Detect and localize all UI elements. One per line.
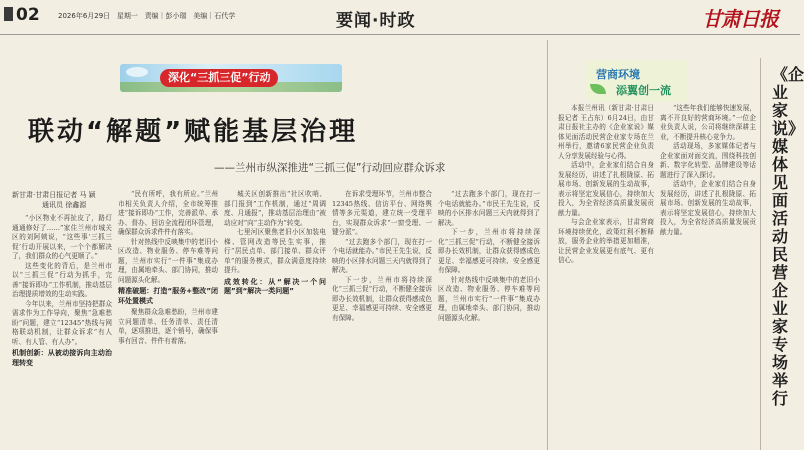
section-title: 要闻·时政	[336, 11, 416, 31]
right-article-vertical-title: 《企业家说》媒体见面活动民营企业家专场举行	[772, 65, 804, 408]
article-subheadline: ——兰州市纵深推进“三抓三促”行动回应群众诉求	[214, 162, 446, 174]
paragraph: 这些变化的背后，是兰州市以“三抓三促”行动为抓手，完善“接诉即办”工作机制，推动基层治理提质增效的生动实践。	[12, 261, 112, 298]
newspaper-logo: 甘肃日报	[702, 7, 778, 31]
issue-weekday: 星期一	[116, 12, 138, 20]
column-divider	[547, 40, 548, 450]
paragraph: 与会企业家表示，甘肃营商环境持续优化，政策红利不断释放，服务企业的举措更加精准，让民营企业发展更有底气、更有信心。	[558, 218, 654, 264]
paragraph: 城关区创新推出“社区吹哨、部门报到”工作机制，通过“周调度、月通报”，推动基层治理由“被动应对”向“主动作为”转变。	[224, 190, 326, 227]
cloud-decoration	[126, 67, 148, 77]
section-subheading: 成效转化：从“解决一个问题”到“解决一类问题”	[224, 277, 326, 295]
campaign-banner-text: 深化“三抓三促”行动	[160, 69, 278, 87]
paragraph: “民有所呼，我有所应。”兰州市相关负责人介绍，全市统筹推进“接诉即办”工作，完善派单、承办、督办、回访全流程闭环管理，确保群众诉求件件有落实。	[118, 190, 218, 236]
paragraph: “小区物业不再扯皮了，路灯通通修好了……”家住兰州市城关区的刘阿姨说，“这些事‘三抓三促’行动开展以来，一个个都解决了，我们群众的心气更顺了。”	[12, 214, 112, 260]
campaign-banner	[120, 64, 342, 92]
editor-credit: 责编｜彭小瑞	[144, 12, 187, 20]
page-marker-icon	[4, 7, 13, 21]
article-column-5	[438, 190, 540, 450]
banner-line-1: 营商环境	[596, 68, 640, 81]
column-divider	[760, 58, 761, 450]
paragraph: 今年以来，兰州市坚持把群众需求作为工作导向，聚焦“急难愁盼”问题，建立“12345”热线与网格联动机制，让群众诉求“有人听、有人管、有人办”。	[12, 299, 112, 346]
page-number	[4, 5, 40, 25]
byline-correspondent: 通讯员 徐鑫源	[42, 201, 87, 209]
paragraph: 本报兰州讯（新甘肃·甘肃日报记者 王占东）6月24日，由甘肃日报社主办的《企业家说》媒体见面活动民营企业家专场在兰州举行，邀请6家民营企业负责人分享发展经验与心得。	[558, 104, 654, 160]
business-environment-banner	[586, 60, 688, 102]
paragraph: 针对热线中反映集中的老旧小区改造、物业服务、停车难等问题，兰州市实行“一件事”集成办理，由属地牵头、部门协同，推动问题源头化解。	[438, 275, 540, 322]
leaf-icon	[590, 84, 606, 94]
paragraph: 活动中，企业家们结合自身发展经历，讲述了扎根陇原、拓展市场、创新发展的生动故事，表示将坚定发展信心，持续加大投入，为全省经济高质量发展贡献力量。	[660, 180, 756, 236]
paragraph: “这些年我们能够快速发展，离不开良好的营商环境。”一位企业负责人说，公司将继续深耕主业，不断提升核心竞争力。	[660, 104, 756, 141]
article-headline: 联动“解题”赋能基层治理	[28, 117, 359, 147]
paragraph: 聚焦群众急难愁盼，兰州市建立问题清单、任务清单、责任清单，逐项推进，逐个销号，确保事事有回音、件件有着落。	[118, 308, 218, 345]
article-column-2	[118, 190, 218, 450]
paragraph: 活动中，企业家们结合自身发展经历，讲述了扎根陇原、拓展市场、创新发展的生动故事，表示将坚定发展信心，持续加大投入，为全省经济高质量发展贡献力量。	[558, 161, 654, 217]
issue-date: 2026年6月29日	[58, 12, 111, 20]
article-column-4	[332, 190, 432, 450]
byline-reporter: 新甘肃·甘肃日报记者 马 颖	[12, 191, 96, 199]
page-number-text: 02	[16, 5, 40, 25]
right-article-column-2	[660, 104, 756, 450]
paragraph: 在诉求受理环节，兰州市整合12345热线、信访平台、网络舆情等多元渠道，建立统一受理平台，实现群众诉求“一窗受理、一键分派”。	[332, 190, 432, 236]
paragraph: 针对热线中反映集中的老旧小区改造、物业服务、停车难等问题，兰州市实行“一件事”集成办理，由属地牵头、部门协同，推动问题源头化解。	[118, 237, 218, 284]
issue-meta	[58, 11, 235, 21]
designer-credit: 美编｜石代学	[193, 12, 236, 20]
article-column-3	[224, 190, 326, 450]
article-byline	[12, 190, 107, 210]
paragraph: “过去跑多个部门，现在打一个电话就能办。”市民王先生说，反映的小区排水问题三天内就得到了解决。	[332, 237, 432, 274]
article-column-1	[12, 214, 112, 450]
paragraph: “过去跑多个部门，现在打一个电话就能办。”市民王先生说，反映的小区排水问题三天内就得到了解决。	[438, 190, 540, 227]
banner-line-2: 添翼创一流	[616, 84, 671, 97]
paragraph: 活动现场，多家媒体记者与企业家面对面交流，围绕科技创新、数字化转型、品牌建设等话题进行了深入探讨。	[660, 142, 756, 179]
paragraph: 下一步，兰州市将持续深化“三抓三促”行动，不断健全接诉即办长效机制，让群众获得感成色更足、幸福感更可持续、安全感更有保障。	[438, 228, 540, 274]
paragraph: 下一步，兰州市将持续深化“三抓三促”行动，不断健全接诉即办长效机制，让群众获得感成色更足、幸福感更可持续、安全感更有保障。	[332, 275, 432, 322]
right-article-column-1	[558, 104, 654, 450]
section-subheading: 机制创新：从被动接诉向主动治理转变	[12, 349, 112, 367]
section-subheading: 精准破题：打造“服务+整改”闭环处置模式	[118, 287, 218, 305]
paragraph: 七里河区聚焦老旧小区加装电梯、管网改造等民生实事，推行“居民点单、部门接单、群众评单”的服务模式，群众满意度持续提升。	[224, 228, 326, 274]
